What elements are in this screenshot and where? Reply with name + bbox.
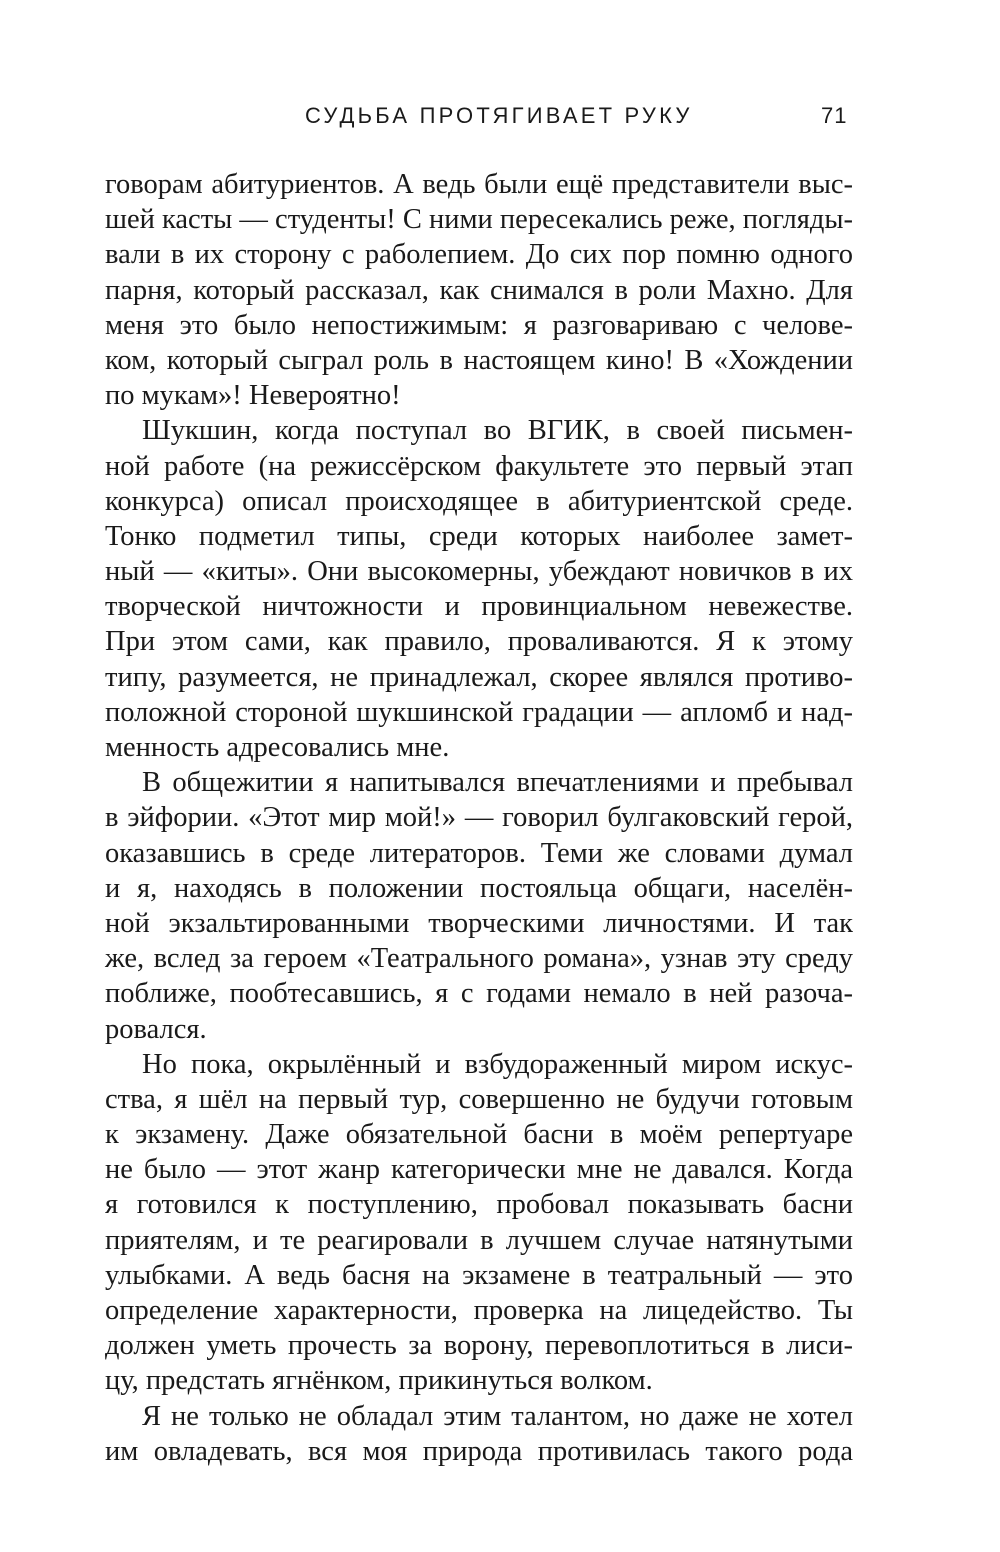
text-line: типу, разумеется, не принадлежал, скорее являлся противо- xyxy=(105,661,853,693)
text-line: вали в их сторону с раболепием. До сих пор помню одного xyxy=(105,239,853,271)
text-line: улыбками. А ведь басня на экзамене в театральный — это xyxy=(105,1259,853,1291)
text-line: приятелям, и те реагировали в лучшем случае натянутыми xyxy=(105,1224,853,1256)
text-line: ком, который сыграл роль в настоящем кино! В «Хождении xyxy=(105,344,853,376)
text-line: ства, я шёл на первый тур, совершенно не будучи готовым xyxy=(105,1083,853,1115)
text-line: положной стороной шукшинской градации — апломб и над- xyxy=(105,696,853,728)
text-line: же, вслед за героем «Театрального романа», узнав эту среду xyxy=(105,943,853,975)
page-number: 71 xyxy=(821,103,848,128)
text-line: конкурса) описал происходящее в абитуриентской среде. xyxy=(105,485,853,517)
text-line: в эйфории. «Этот мир мой!» — говорил булгаковский герой, xyxy=(105,802,853,834)
text-line: к экзамену. Даже обязательной басни в моём репертуаре xyxy=(105,1119,853,1151)
text-line: ный — «киты». Они высокомерны, убеждают новичков в их xyxy=(105,556,853,588)
text-line: Но пока, окрылённый и взбудораженный миром искус- xyxy=(142,1048,853,1080)
text-line: меня это было непостижимым: я разговариваю с челове- xyxy=(105,309,853,341)
text-line: Тонко подметил типы, среди которых наиболее замет- xyxy=(105,520,853,552)
text-line: оказавшись в среде литераторов. Теми же словами думал xyxy=(105,837,853,869)
text-line: ровался. xyxy=(105,1013,207,1045)
text-line: им овладевать, вся моя природа противилась такого рода xyxy=(105,1435,853,1467)
text-line: ной работе (на режиссёрском факультете это первый этап xyxy=(105,450,853,482)
text-line: менность адресовались мне. xyxy=(105,732,450,763)
paragraph xyxy=(105,765,853,1047)
paragraph xyxy=(105,413,853,765)
text-line: должен уметь прочесть за ворону, перевоплотиться в лиси- xyxy=(105,1330,853,1362)
text-line: цу, предстать ягнёнком, прикинуться волком. xyxy=(105,1365,653,1397)
paragraph xyxy=(105,167,853,413)
text-line: по мукам»! Невероятно! xyxy=(105,380,401,412)
running-title: СУДЬБА ПРОТЯГИВАЕТ РУКУ xyxy=(305,103,693,128)
text-line: В общежитии я напитывался впечатлениями и пребывал xyxy=(142,767,853,799)
text-line: ной экзальтированными творческими личностями. И так xyxy=(105,907,853,939)
text-line: я готовился к поступлению, пробовал показывать басни xyxy=(105,1189,853,1221)
text-line: Шукшин, когда поступал во ВГИК, в своей письмен- xyxy=(142,415,853,447)
body-text xyxy=(105,167,853,1469)
text-line: При этом сами, как правило, проваливаются. Я к этому xyxy=(105,626,853,658)
text-line: поближе, пообтесавшись, я с годами немало в ней разоча- xyxy=(105,978,853,1010)
paragraph xyxy=(105,1047,853,1399)
text-line: шей касты — студенты! С ними пересекались реже, погляды- xyxy=(105,204,853,236)
text-line: Я не только не обладал этим талантом, но даже не хотел xyxy=(142,1400,853,1432)
text-line: не было — этот жанр категорически мне не давался. Когда xyxy=(105,1154,853,1186)
text-line: и я, находясь в положении постояльца общаги, населён- xyxy=(105,872,853,904)
paragraph xyxy=(105,1399,853,1469)
text-line: определение характерности, проверка на лицедейство. Ты xyxy=(105,1295,853,1326)
text-line: говорам абитуриентов. А ведь были ещё представители выс- xyxy=(105,169,853,200)
text-line: творческой ничтожности и провинциальном невежестве. xyxy=(105,591,853,623)
text-line: парня, который рассказал, как снимался в роли Махно. Для xyxy=(105,274,853,306)
